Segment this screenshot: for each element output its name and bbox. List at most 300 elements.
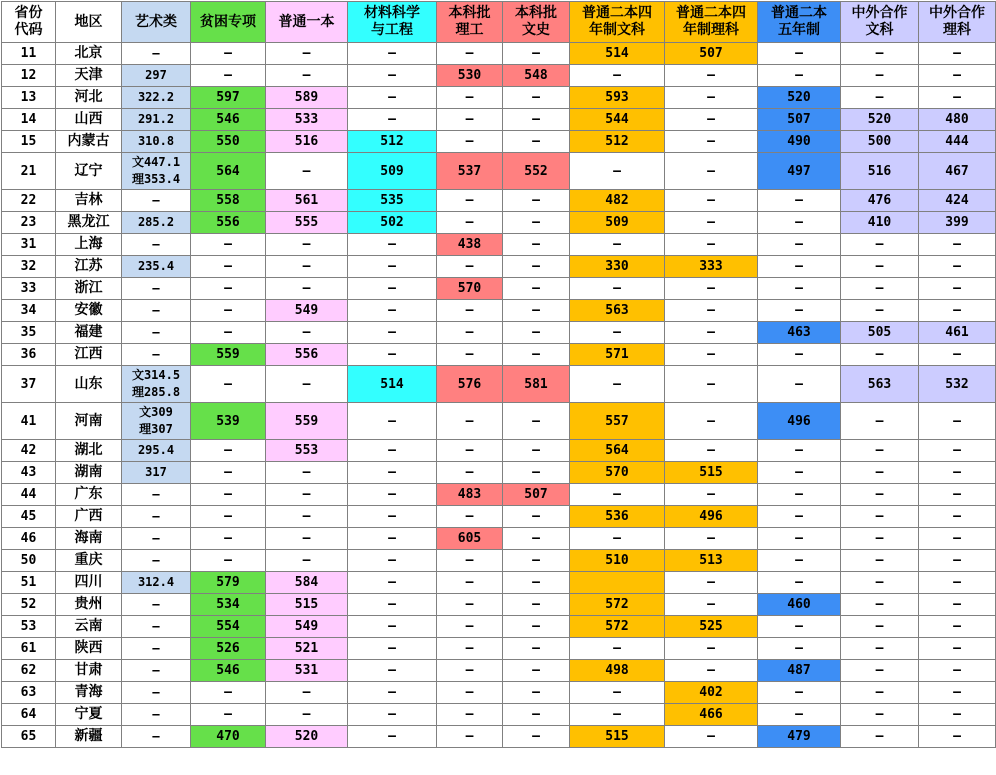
region-name: 四川 bbox=[56, 572, 122, 594]
score-cell-t2_5: – bbox=[758, 256, 841, 278]
table-row bbox=[2, 638, 996, 660]
score-cell-bk_sci: – bbox=[437, 572, 503, 594]
score-cell-t2_5: – bbox=[758, 528, 841, 550]
score-cell-art: – bbox=[122, 322, 191, 344]
score-cell-bk_sci: – bbox=[437, 256, 503, 278]
score-cell-poverty: – bbox=[191, 300, 266, 322]
score-cell-t2_4_arts: 563 bbox=[570, 300, 665, 322]
score-cell-t2_4_arts: – bbox=[570, 682, 665, 704]
score-cell-t2_4_arts: 514 bbox=[570, 43, 665, 65]
province-code: 12 bbox=[2, 65, 56, 87]
score-cell-t2_4_sci: – bbox=[665, 322, 758, 344]
score-cell-t2_5: – bbox=[758, 344, 841, 366]
score-cell-t2_4_sci: – bbox=[665, 87, 758, 109]
score-cell-t2_4_arts: – bbox=[570, 234, 665, 256]
column-header-tier1: 普通一本 bbox=[266, 2, 348, 43]
score-cell-art: – bbox=[122, 43, 191, 65]
score-cell-t2_4_arts: – bbox=[570, 153, 665, 190]
score-cell-tier1: 520 bbox=[266, 726, 348, 748]
score-cell-tier1: 553 bbox=[266, 440, 348, 462]
province-code: 65 bbox=[2, 726, 56, 748]
score-cell-materials: – bbox=[348, 572, 437, 594]
province-code: 52 bbox=[2, 594, 56, 616]
score-cell-materials: 514 bbox=[348, 366, 437, 403]
score-cell-tier1: – bbox=[266, 682, 348, 704]
column-header-region: 地区 bbox=[56, 2, 122, 43]
score-cell-sf_sci: 461 bbox=[919, 322, 996, 344]
score-cell-poverty: – bbox=[191, 704, 266, 726]
score-cell-bk_arts: – bbox=[503, 506, 570, 528]
score-cell-sf_sci: – bbox=[919, 616, 996, 638]
score-cell-bk_sci: – bbox=[437, 87, 503, 109]
admission-score-table bbox=[1, 1, 996, 748]
score-cell-sf_arts: – bbox=[841, 616, 919, 638]
score-cell-poverty: – bbox=[191, 43, 266, 65]
score-cell-materials: – bbox=[348, 506, 437, 528]
table-row bbox=[2, 403, 996, 440]
score-cell-tier1: 516 bbox=[266, 131, 348, 153]
table-row bbox=[2, 278, 996, 300]
score-cell-sf_sci: – bbox=[919, 43, 996, 65]
region-name: 山东 bbox=[56, 366, 122, 403]
score-cell-materials: 509 bbox=[348, 153, 437, 190]
province-code: 34 bbox=[2, 300, 56, 322]
region-name: 陕西 bbox=[56, 638, 122, 660]
score-cell-sf_arts: – bbox=[841, 682, 919, 704]
province-code: 23 bbox=[2, 212, 56, 234]
score-cell-tier1: – bbox=[266, 550, 348, 572]
score-cell-tier1: – bbox=[266, 153, 348, 190]
province-code: 35 bbox=[2, 322, 56, 344]
score-cell-sf_arts: 410 bbox=[841, 212, 919, 234]
score-cell-bk_sci: 483 bbox=[437, 484, 503, 506]
score-cell-materials: – bbox=[348, 462, 437, 484]
score-cell-sf_sci: – bbox=[919, 65, 996, 87]
score-cell-materials: – bbox=[348, 65, 437, 87]
score-cell-bk_sci: 576 bbox=[437, 366, 503, 403]
score-cell-sf_arts: 476 bbox=[841, 190, 919, 212]
province-code: 31 bbox=[2, 234, 56, 256]
score-cell-t2_5: 507 bbox=[758, 109, 841, 131]
score-cell-sf_arts: – bbox=[841, 726, 919, 748]
region-name: 宁夏 bbox=[56, 704, 122, 726]
score-cell-materials: – bbox=[348, 726, 437, 748]
score-cell-bk_sci: – bbox=[437, 682, 503, 704]
score-cell-sf_sci: – bbox=[919, 638, 996, 660]
score-cell-t2_5: – bbox=[758, 638, 841, 660]
score-cell-bk_sci: 530 bbox=[437, 65, 503, 87]
score-cell-bk_arts: – bbox=[503, 87, 570, 109]
column-header-art: 艺术类 bbox=[122, 2, 191, 43]
province-code: 15 bbox=[2, 131, 56, 153]
province-code: 22 bbox=[2, 190, 56, 212]
score-cell-bk_sci: – bbox=[437, 43, 503, 65]
province-code: 13 bbox=[2, 87, 56, 109]
score-cell-bk_sci: – bbox=[437, 594, 503, 616]
region-name: 山西 bbox=[56, 109, 122, 131]
score-cell-art: 310.8 bbox=[122, 131, 191, 153]
score-cell-materials: – bbox=[348, 528, 437, 550]
score-cell-materials: – bbox=[348, 440, 437, 462]
region-name: 江苏 bbox=[56, 256, 122, 278]
column-header-t2_4_arts: 普通二本四 年制文科 bbox=[570, 2, 665, 43]
table-row bbox=[2, 153, 996, 190]
score-cell-sf_arts: 505 bbox=[841, 322, 919, 344]
score-cell-poverty: – bbox=[191, 484, 266, 506]
score-cell-t2_4_sci: – bbox=[665, 528, 758, 550]
score-cell-tier1: – bbox=[266, 506, 348, 528]
score-cell-t2_4_arts: 510 bbox=[570, 550, 665, 572]
score-cell-art: – bbox=[122, 616, 191, 638]
score-cell-t2_5: 496 bbox=[758, 403, 841, 440]
score-cell-t2_4_sci: – bbox=[665, 190, 758, 212]
score-cell-t2_4_arts: 570 bbox=[570, 462, 665, 484]
score-cell-materials: – bbox=[348, 109, 437, 131]
column-header-sf_sci: 中外合作 理科 bbox=[919, 2, 996, 43]
score-cell-t2_4_sci: – bbox=[665, 660, 758, 682]
score-cell-materials: – bbox=[348, 616, 437, 638]
score-cell-materials: – bbox=[348, 300, 437, 322]
score-cell-poverty: 579 bbox=[191, 572, 266, 594]
score-cell-sf_arts: 520 bbox=[841, 109, 919, 131]
score-cell-materials: – bbox=[348, 322, 437, 344]
region-name: 福建 bbox=[56, 322, 122, 344]
score-cell-t2_5: – bbox=[758, 366, 841, 403]
score-cell-tier1: 521 bbox=[266, 638, 348, 660]
score-cell-bk_arts: 552 bbox=[503, 153, 570, 190]
score-cell-t2_4_sci: – bbox=[665, 484, 758, 506]
score-cell-bk_sci: – bbox=[437, 616, 503, 638]
score-cell-t2_5: – bbox=[758, 300, 841, 322]
score-cell-sf_arts: – bbox=[841, 506, 919, 528]
score-cell-poverty: 554 bbox=[191, 616, 266, 638]
score-cell-art: 文309 理307 bbox=[122, 403, 191, 440]
column-header-bk_arts: 本科批 文史 bbox=[503, 2, 570, 43]
score-cell-art: 291.2 bbox=[122, 109, 191, 131]
score-cell-art: – bbox=[122, 638, 191, 660]
score-cell-poverty: – bbox=[191, 682, 266, 704]
province-code: 44 bbox=[2, 484, 56, 506]
score-cell-materials: 535 bbox=[348, 190, 437, 212]
score-cell-bk_arts: – bbox=[503, 528, 570, 550]
score-cell-poverty: – bbox=[191, 322, 266, 344]
score-cell-t2_4_sci: – bbox=[665, 234, 758, 256]
score-cell-sf_sci: – bbox=[919, 278, 996, 300]
score-cell-bk_arts: – bbox=[503, 550, 570, 572]
score-cell-poverty: 546 bbox=[191, 109, 266, 131]
region-name: 甘肃 bbox=[56, 660, 122, 682]
table-row bbox=[2, 366, 996, 403]
score-cell-sf_sci: – bbox=[919, 682, 996, 704]
score-cell-t2_4_sci: – bbox=[665, 403, 758, 440]
score-cell-t2_4_arts: – bbox=[570, 528, 665, 550]
score-cell-t2_5: – bbox=[758, 234, 841, 256]
score-cell-t2_4_arts: 512 bbox=[570, 131, 665, 153]
score-cell-t2_4_sci: – bbox=[665, 109, 758, 131]
score-cell-sf_sci: – bbox=[919, 726, 996, 748]
region-name: 广东 bbox=[56, 484, 122, 506]
score-cell-t2_4_sci: – bbox=[665, 366, 758, 403]
score-cell-bk_sci: – bbox=[437, 726, 503, 748]
score-cell-materials: – bbox=[348, 234, 437, 256]
score-cell-t2_4_arts: 593 bbox=[570, 87, 665, 109]
score-cell-sf_arts: – bbox=[841, 660, 919, 682]
score-cell-bk_arts: – bbox=[503, 344, 570, 366]
score-cell-tier1: – bbox=[266, 65, 348, 87]
score-cell-t2_5: – bbox=[758, 440, 841, 462]
score-cell-tier1: – bbox=[266, 234, 348, 256]
score-cell-sf_sci: – bbox=[919, 528, 996, 550]
score-cell-poverty: 550 bbox=[191, 131, 266, 153]
score-cell-t2_5: 487 bbox=[758, 660, 841, 682]
score-cell-t2_4_arts: 557 bbox=[570, 403, 665, 440]
score-cell-t2_5: – bbox=[758, 462, 841, 484]
score-cell-poverty: 534 bbox=[191, 594, 266, 616]
score-cell-t2_4_arts: – bbox=[570, 278, 665, 300]
score-cell-poverty: – bbox=[191, 366, 266, 403]
score-cell-art: 235.4 bbox=[122, 256, 191, 278]
score-cell-t2_4_arts: – bbox=[570, 638, 665, 660]
column-header-poverty: 贫困专项 bbox=[191, 2, 266, 43]
score-cell-sf_arts: – bbox=[841, 638, 919, 660]
score-cell-t2_4_sci: 515 bbox=[665, 462, 758, 484]
table-row bbox=[2, 616, 996, 638]
table-row bbox=[2, 43, 996, 65]
score-cell-sf_arts: – bbox=[841, 278, 919, 300]
score-cell-sf_sci: – bbox=[919, 87, 996, 109]
score-cell-tier1: – bbox=[266, 322, 348, 344]
score-cell-poverty: – bbox=[191, 550, 266, 572]
table-row bbox=[2, 440, 996, 462]
score-cell-sf_sci: – bbox=[919, 403, 996, 440]
score-cell-art: – bbox=[122, 726, 191, 748]
table-row bbox=[2, 682, 996, 704]
score-cell-t2_5: – bbox=[758, 682, 841, 704]
region-name: 辽宁 bbox=[56, 153, 122, 190]
score-cell-bk_sci: 570 bbox=[437, 278, 503, 300]
score-cell-sf_arts: – bbox=[841, 256, 919, 278]
score-cell-bk_sci: – bbox=[437, 638, 503, 660]
score-cell-bk_arts: – bbox=[503, 234, 570, 256]
province-code: 63 bbox=[2, 682, 56, 704]
region-name: 青海 bbox=[56, 682, 122, 704]
score-cell-art: 285.2 bbox=[122, 212, 191, 234]
score-cell-poverty: 546 bbox=[191, 660, 266, 682]
score-cell-poverty: – bbox=[191, 65, 266, 87]
score-cell-materials: – bbox=[348, 484, 437, 506]
score-cell-materials: – bbox=[348, 403, 437, 440]
region-name: 上海 bbox=[56, 234, 122, 256]
score-cell-t2_5: – bbox=[758, 572, 841, 594]
score-cell-bk_arts: – bbox=[503, 278, 570, 300]
score-cell-poverty: 526 bbox=[191, 638, 266, 660]
score-cell-bk_arts: – bbox=[503, 190, 570, 212]
score-cell-t2_4_arts: 564 bbox=[570, 440, 665, 462]
score-cell-t2_5: – bbox=[758, 278, 841, 300]
score-cell-bk_sci: 438 bbox=[437, 234, 503, 256]
score-cell-art: – bbox=[122, 660, 191, 682]
score-cell-t2_4_arts bbox=[570, 572, 665, 594]
table-row bbox=[2, 109, 996, 131]
table-body bbox=[2, 43, 996, 748]
score-cell-art: – bbox=[122, 278, 191, 300]
table-row bbox=[2, 660, 996, 682]
table-row bbox=[2, 190, 996, 212]
score-cell-bk_arts: – bbox=[503, 131, 570, 153]
score-cell-art: – bbox=[122, 234, 191, 256]
score-cell-tier1: – bbox=[266, 366, 348, 403]
region-name: 内蒙古 bbox=[56, 131, 122, 153]
score-cell-sf_arts: – bbox=[841, 594, 919, 616]
region-name: 天津 bbox=[56, 65, 122, 87]
score-cell-sf_arts: – bbox=[841, 462, 919, 484]
score-cell-bk_sci: – bbox=[437, 300, 503, 322]
score-cell-tier1: – bbox=[266, 484, 348, 506]
score-cell-materials: – bbox=[348, 278, 437, 300]
table-row bbox=[2, 131, 996, 153]
score-cell-materials: – bbox=[348, 256, 437, 278]
province-code: 41 bbox=[2, 403, 56, 440]
score-cell-bk_sci: 537 bbox=[437, 153, 503, 190]
score-cell-bk_arts: 507 bbox=[503, 484, 570, 506]
score-cell-poverty: 556 bbox=[191, 212, 266, 234]
score-cell-tier1: – bbox=[266, 278, 348, 300]
score-cell-sf_sci: – bbox=[919, 506, 996, 528]
score-cell-t2_4_sci: – bbox=[665, 726, 758, 748]
score-cell-t2_4_sci: 466 bbox=[665, 704, 758, 726]
score-cell-art: – bbox=[122, 506, 191, 528]
score-cell-poverty: 539 bbox=[191, 403, 266, 440]
table-row bbox=[2, 212, 996, 234]
province-code: 11 bbox=[2, 43, 56, 65]
score-cell-art: – bbox=[122, 550, 191, 572]
table-row bbox=[2, 87, 996, 109]
score-cell-poverty: 558 bbox=[191, 190, 266, 212]
score-cell-bk_sci: – bbox=[437, 190, 503, 212]
column-header-t2_4_sci: 普通二本四 年制理科 bbox=[665, 2, 758, 43]
score-cell-materials: – bbox=[348, 682, 437, 704]
score-cell-tier1: – bbox=[266, 528, 348, 550]
column-header-bk_sci: 本科批 理工 bbox=[437, 2, 503, 43]
score-cell-bk_arts: – bbox=[503, 726, 570, 748]
score-cell-art: – bbox=[122, 704, 191, 726]
score-cell-t2_5: 460 bbox=[758, 594, 841, 616]
score-cell-bk_arts: – bbox=[503, 256, 570, 278]
score-cell-bk_sci: – bbox=[437, 109, 503, 131]
table-header bbox=[2, 2, 996, 43]
score-cell-materials: 502 bbox=[348, 212, 437, 234]
score-cell-materials: – bbox=[348, 550, 437, 572]
score-cell-bk_arts: – bbox=[503, 322, 570, 344]
score-cell-sf_sci: – bbox=[919, 484, 996, 506]
score-cell-bk_sci: – bbox=[437, 462, 503, 484]
score-cell-bk_sci: – bbox=[437, 322, 503, 344]
column-header-code: 省份 代码 bbox=[2, 2, 56, 43]
score-cell-bk_arts: – bbox=[503, 212, 570, 234]
score-cell-t2_4_arts: 482 bbox=[570, 190, 665, 212]
score-cell-bk_arts: – bbox=[503, 300, 570, 322]
score-cell-sf_arts: 563 bbox=[841, 366, 919, 403]
score-cell-t2_4_sci: – bbox=[665, 131, 758, 153]
score-cell-tier1: – bbox=[266, 462, 348, 484]
score-cell-art: 295.4 bbox=[122, 440, 191, 462]
score-cell-sf_arts: – bbox=[841, 528, 919, 550]
score-cell-poverty: – bbox=[191, 506, 266, 528]
score-cell-t2_4_sci: 333 bbox=[665, 256, 758, 278]
score-cell-t2_4_sci: 525 bbox=[665, 616, 758, 638]
province-code: 33 bbox=[2, 278, 56, 300]
region-name: 湖北 bbox=[56, 440, 122, 462]
score-cell-sf_sci: – bbox=[919, 300, 996, 322]
province-code: 51 bbox=[2, 572, 56, 594]
province-code: 32 bbox=[2, 256, 56, 278]
province-code: 61 bbox=[2, 638, 56, 660]
column-header-t2_5: 普通二本 五年制 bbox=[758, 2, 841, 43]
score-cell-tier1: 515 bbox=[266, 594, 348, 616]
province-code: 42 bbox=[2, 440, 56, 462]
score-cell-sf_arts: – bbox=[841, 403, 919, 440]
region-name: 北京 bbox=[56, 43, 122, 65]
score-cell-bk_sci: – bbox=[437, 506, 503, 528]
score-cell-poverty: – bbox=[191, 234, 266, 256]
score-cell-t2_4_arts: 571 bbox=[570, 344, 665, 366]
score-cell-tier1: 555 bbox=[266, 212, 348, 234]
score-cell-art: – bbox=[122, 528, 191, 550]
score-cell-materials: 512 bbox=[348, 131, 437, 153]
region-name: 新疆 bbox=[56, 726, 122, 748]
province-code: 64 bbox=[2, 704, 56, 726]
score-cell-art: – bbox=[122, 594, 191, 616]
province-code: 14 bbox=[2, 109, 56, 131]
score-cell-sf_sci: 532 bbox=[919, 366, 996, 403]
score-cell-t2_4_arts: 498 bbox=[570, 660, 665, 682]
score-cell-t2_4_sci: – bbox=[665, 572, 758, 594]
score-cell-poverty: – bbox=[191, 278, 266, 300]
score-cell-t2_4_arts: – bbox=[570, 704, 665, 726]
score-cell-bk_arts: – bbox=[503, 660, 570, 682]
score-cell-t2_4_sci: – bbox=[665, 344, 758, 366]
score-cell-bk_arts: – bbox=[503, 616, 570, 638]
score-cell-bk_sci: – bbox=[437, 212, 503, 234]
province-code: 37 bbox=[2, 366, 56, 403]
region-name: 河北 bbox=[56, 87, 122, 109]
score-cell-t2_4_sci: – bbox=[665, 594, 758, 616]
score-cell-poverty: 597 bbox=[191, 87, 266, 109]
score-cell-sf_arts: 516 bbox=[841, 153, 919, 190]
table-row bbox=[2, 704, 996, 726]
score-cell-tier1: 549 bbox=[266, 300, 348, 322]
table-row bbox=[2, 572, 996, 594]
score-cell-bk_sci: 605 bbox=[437, 528, 503, 550]
score-cell-sf_sci: – bbox=[919, 594, 996, 616]
score-cell-sf_sci: 467 bbox=[919, 153, 996, 190]
score-cell-sf_sci: – bbox=[919, 344, 996, 366]
score-cell-materials: – bbox=[348, 704, 437, 726]
score-cell-materials: – bbox=[348, 660, 437, 682]
score-cell-sf_sci: – bbox=[919, 256, 996, 278]
score-cell-t2_5: 497 bbox=[758, 153, 841, 190]
score-cell-t2_4_arts: 544 bbox=[570, 109, 665, 131]
score-cell-art: 文447.1 理353.4 bbox=[122, 153, 191, 190]
table-row bbox=[2, 344, 996, 366]
header-row bbox=[2, 2, 996, 43]
score-cell-bk_sci: – bbox=[437, 344, 503, 366]
region-name: 吉林 bbox=[56, 190, 122, 212]
score-cell-t2_5: 463 bbox=[758, 322, 841, 344]
region-name: 黑龙江 bbox=[56, 212, 122, 234]
province-code: 62 bbox=[2, 660, 56, 682]
score-cell-materials: – bbox=[348, 594, 437, 616]
